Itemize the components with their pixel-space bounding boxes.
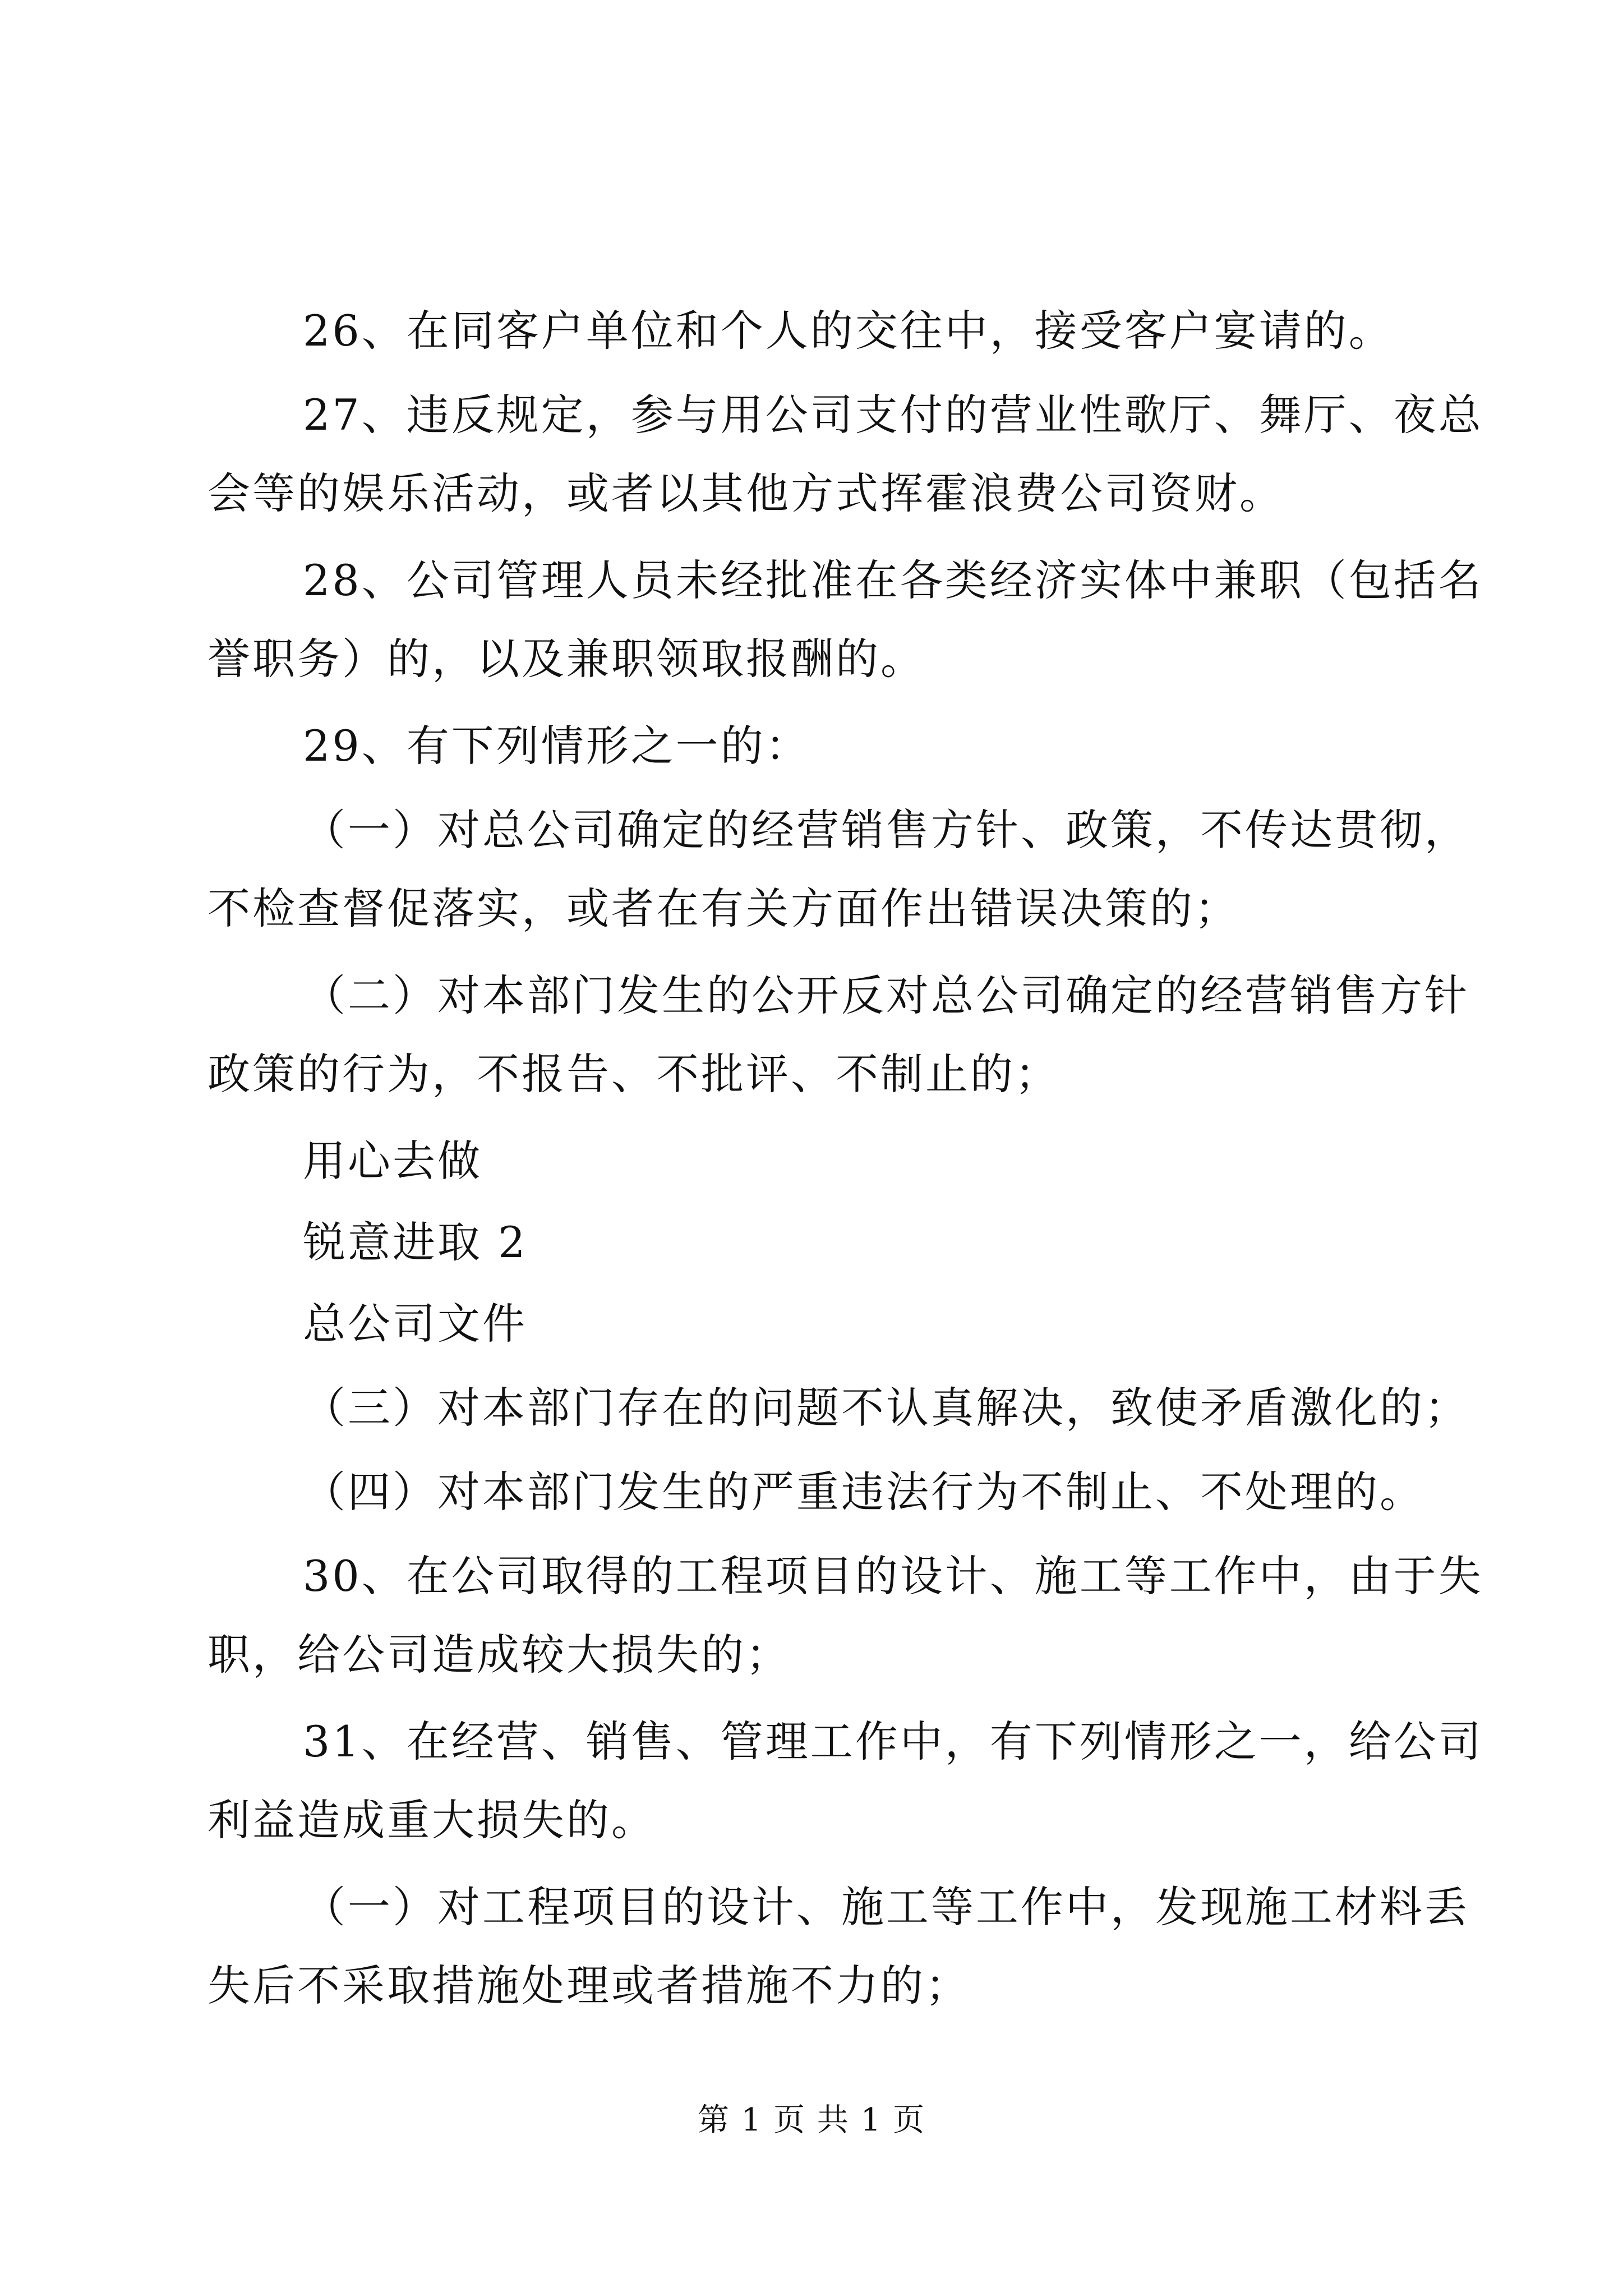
paragraph-28-line-2: 誉职务）的，以及兼职领取报酬的。 xyxy=(208,634,925,684)
paragraph-26-line-1: 26、在同客户单位和个人的交往中，接受客户宴请的。 xyxy=(303,306,1394,356)
paragraph-31-line-1: 31、在经营、销售、管理工作中，有下列情形之一，给公司 xyxy=(303,1717,1483,1766)
item-29-2-line-1: （二）对本部门发生的公开反对总公司确定的经营销售方针 xyxy=(303,970,1469,1020)
item-29-3-line-1: （三）对本部门存在的问题不认真解决，致使矛盾激化的； xyxy=(303,1383,1469,1433)
paragraph-27-line-2: 会等的娱乐活动，或者以其他方式挥霍浪费公司资财。 xyxy=(208,468,1284,518)
item-29-1-line-2: 不检查督促落实，或者在有关方面作出错误决策的； xyxy=(208,884,1239,933)
item-29-4-line-1: （四）对本部门发生的严重违法行为不制止、不处理的。 xyxy=(303,1467,1424,1517)
paragraph-29-line-1: 29、有下列情形之一的： xyxy=(303,721,810,771)
paragraph-31-line-2: 利益造成重大损失的。 xyxy=(208,1795,656,1845)
item-31-1-line-1: （一）对工程项目的设计、施工等工作中，发现施工材料丢 xyxy=(303,1882,1469,1932)
item-29-1-line-1: （一）对总公司确定的经营销售方针、政策，不传达贯彻， xyxy=(303,805,1469,855)
paragraph-30-line-1: 30、在公司取得的工程项目的设计、施工等工作中，由于失 xyxy=(303,1551,1483,1601)
paragraph-30-line-2: 职，给公司造成较大损失的； xyxy=(208,1630,791,1680)
item-29-2-line-2: 政策的行为，不报告、不批评、不制止的； xyxy=(208,1049,1060,1099)
paragraph-28-line-1: 28、公司管理人员未经批准在各类经济实体中兼职（包括名 xyxy=(303,555,1483,605)
paragraph-27-line-1: 27、违反规定，参与用公司支付的营业性歌厅、舞厅、夜总 xyxy=(303,390,1483,440)
page-number-footer: 第 1 页 共 1 页 xyxy=(697,2102,926,2138)
header-slogan-1: 用心去做 xyxy=(303,1136,482,1186)
header-doc-type: 总公司文件 xyxy=(303,1299,527,1349)
header-slogan-2: 锐意进取 2 xyxy=(303,1217,528,1267)
item-31-1-line-2: 失后不采取措施处理或者措施不力的； xyxy=(208,1961,970,2010)
